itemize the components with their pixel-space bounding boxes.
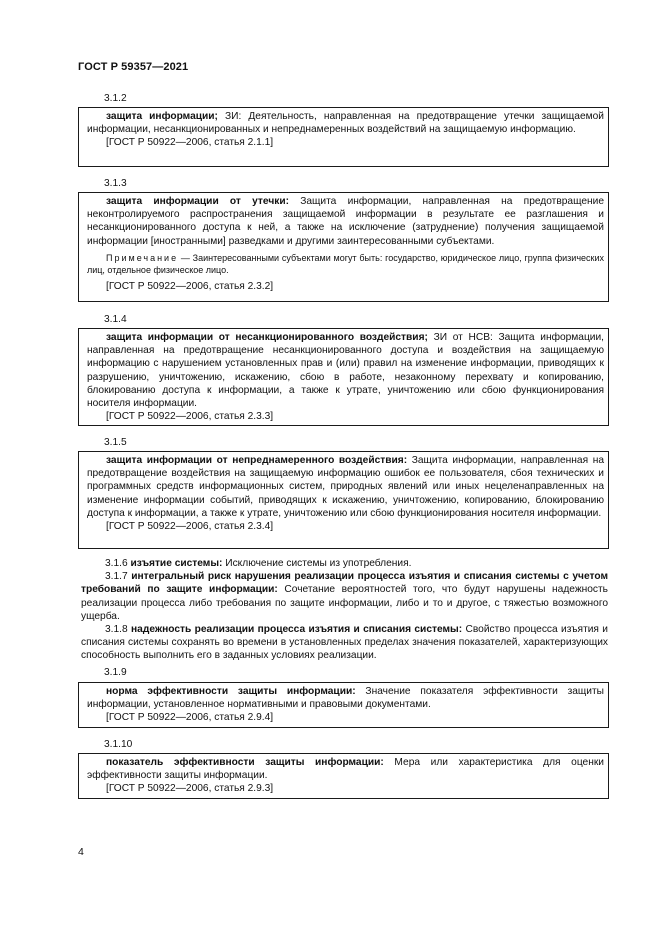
- definition-box: [78, 192, 609, 302]
- reference: [ГОСТ Р 50922—2006, статья 2.3.2]: [106, 280, 274, 292]
- definition-paragraph: [81, 557, 608, 570]
- entry-number: 3.1.7: [105, 571, 132, 583]
- reference: [ГОСТ Р 50922—2006, статья 2.3.4]: [106, 521, 274, 533]
- abbreviation: ЗИ от НСВ:: [427, 332, 493, 343]
- definition-text: [87, 685, 604, 711]
- entry-number: 3.1.6: [105, 558, 131, 569]
- term: изъятие системы:: [130, 558, 223, 569]
- definition-box: [78, 328, 609, 426]
- entry-number: 3.1.2: [104, 93, 127, 104]
- term: защита информации от непреднамеренного воздействия:: [106, 455, 408, 466]
- term: защита информации;: [106, 111, 218, 122]
- term: норма эффективности защиты информации:: [106, 686, 356, 697]
- reference: [ГОСТ Р 50922—2006, статья 2.9.3]: [106, 783, 274, 795]
- entry-number: 3.1.10: [104, 739, 133, 750]
- definition-paragraph: [81, 570, 608, 623]
- document-header: ГОСТ Р 59357—2021: [78, 61, 189, 73]
- term: надежность реализации процесса изъятия и списания системы:: [131, 624, 463, 636]
- entry-number: 3.1.5: [104, 437, 127, 448]
- definition-text: [87, 454, 604, 520]
- definition-text: [87, 756, 604, 782]
- page-number: 4: [78, 846, 84, 858]
- definition-box: [78, 682, 609, 728]
- definition-box: [78, 753, 609, 799]
- definition: Свойство процесса изъятия и списания системы сохранять во времени в установленных пределах значения показателей, характеризующих способность выполнить его в заданных условиях реализации.: [81, 624, 608, 662]
- definition-paragraph: [81, 623, 608, 663]
- reference: [ГОСТ Р 50922—2006, статья 2.9.4]: [106, 712, 274, 724]
- definition: Деятельность, направленная на предотвращение утечки защищаемой информации, несанкционированных и непреднамеренных воздействий на защищаемую информацию.: [87, 111, 604, 136]
- definition: Мера или характеристика для оценки эффективности защиты информации.: [87, 757, 604, 782]
- definition: Сочетание вероятностей того, что будут нарушены надежность реализации процесса либо требования по защите информации, либо и то и другое, с тяжестью возможного ущерба.: [81, 584, 608, 622]
- definition: Защита информации, направленная на предотвращение неконтролируемого распространения защищаемой информации в результате ее разглашения и несанкционированного доступа к ней, а также на исключение (затруднение) получения защищаемой информации [иностранными] разведками и другими заинтересованными субъектами.: [87, 196, 605, 247]
- entry-number: 3.1.4: [104, 314, 127, 325]
- definition-text: [87, 110, 604, 136]
- definition-box: [78, 451, 609, 549]
- plain-definitions: [81, 557, 608, 663]
- note-label: Примечание: [106, 252, 179, 263]
- reference: [ГОСТ Р 50922—2006, статья 2.3.3]: [106, 411, 274, 423]
- note-text: — Заинтересованными субъектами могут быть: государство, юридическое лицо, группа физических лиц, отдельное физическое лицо.: [87, 252, 604, 275]
- note: [87, 252, 604, 276]
- abbreviation: ЗИ:: [217, 111, 242, 122]
- definition: Исключение системы из употребления.: [222, 558, 412, 569]
- definition: Защита информации, направленная на предотвращение воздействия на защищаемую информацию ошибок ее пользователя, сбоя технических и программных средств информационных систем, природных явлений или иных нецеленаправленных на изменение информации событий, приводящих к искажению, уничтожению, копированию, блокированию доступа к информации, а также к утрате, уничтожению или сбою функционирования носителя информации.: [87, 455, 604, 519]
- term: интегральный риск нарушения реализации процесса изъятия и списания системы с учетом требований по защите информации:: [81, 571, 608, 596]
- reference: [ГОСТ Р 50922—2006, статья 2.1.1]: [106, 137, 274, 149]
- term: показатель эффективности защиты информации:: [106, 757, 384, 768]
- entry-number: 3.1.8: [105, 624, 132, 636]
- definition: Защита информации, направленная на предотвращение несанкционированного доступа и воздействия на защищаемую информацию с нарушением установленных прав и (или) правил на изменение информации, приводящих к разрушению, уничтожению, искажению, сбою в работе, незаконному перехвату и копированию, блокированию доступа к информации, а также к утрате, уничтожению или сбою функционирования носителя информации.: [87, 332, 604, 410]
- entry-number: 3.1.9: [104, 667, 127, 678]
- term: защита информации от утечки:: [106, 196, 289, 207]
- term: защита информации от несанкционированного воздействия;: [106, 332, 428, 343]
- entry-number: 3.1.3: [104, 178, 127, 189]
- definition-box: [78, 107, 609, 167]
- definition-text: [87, 331, 604, 410]
- definition: Значение показателя эффективности защиты информации, установленное нормативными и правовыми документами.: [87, 686, 604, 711]
- definition-text: [87, 195, 604, 248]
